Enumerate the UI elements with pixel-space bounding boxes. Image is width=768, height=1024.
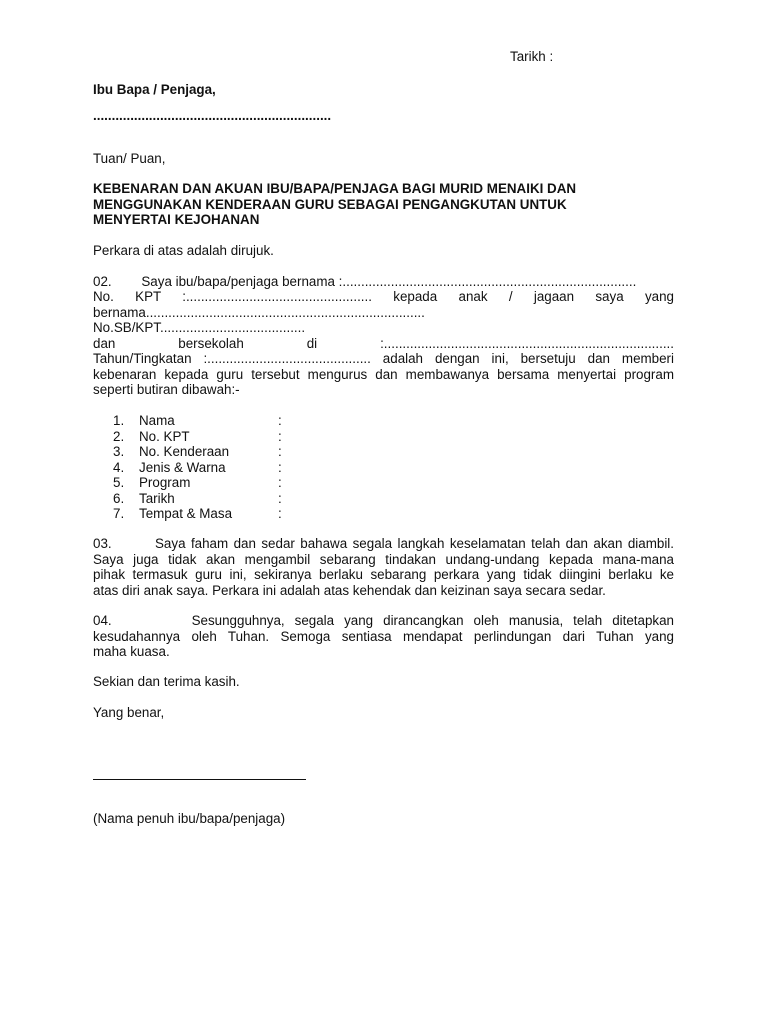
signature-caption: (Nama penuh ibu/bapa/penjaga): [93, 811, 286, 826]
list-item-colon: :: [278, 475, 282, 490]
list-item-number: 6.: [113, 490, 125, 506]
subject-line-2: MENGGUNAKAN KENDERAAN GURU SEBAGAI PENGANGKUTAN UNTUK: [93, 197, 567, 212]
para02-line-2: No. KPT :.................................................. kepada anak / jagaan saya yang: [93, 289, 674, 304]
list-item: [113, 506, 282, 522]
list-item-number: 7.: [113, 506, 125, 521]
para02-line-5: dan bersekolah di :..............................................................................: [93, 336, 674, 351]
list-item-number: 4.: [113, 459, 125, 475]
list-item-label: Tempat & Masa: [139, 506, 233, 521]
subject-line-3: MENYERTAI KEJOHANAN: [93, 212, 260, 227]
list-item-colon: :: [278, 459, 282, 475]
date-label: Tarikh :: [510, 49, 554, 64]
list-item-number: 3.: [113, 444, 125, 459]
list-item-colon: :: [278, 490, 282, 506]
reference-line: Perkara di atas adalah dirujuk.: [93, 243, 274, 258]
list-item-label: Program: [139, 475, 191, 490]
list-item-label: No. Kenderaan: [139, 444, 230, 459]
subject-line-1: KEBENARAN DAN AKUAN IBU/BAPA/PENJAGA BAGI MURID MENAIKI DAN: [93, 181, 577, 196]
details-list: [113, 413, 282, 522]
para02-line-7: kebenaran kepada guru tersebut mengurus dan membawanya bersama menyertai program: [93, 367, 674, 382]
list-item-colon: :: [278, 506, 282, 521]
list-item-label: No. KPT: [139, 428, 190, 444]
signature-line: [93, 779, 306, 780]
list-item: [113, 429, 282, 445]
para03-line-4: atas diri anak saya. Perkara ini adalah atas kehendak dan keizinan saya secara sedar.: [93, 582, 606, 598]
list-item: [113, 460, 282, 476]
list-item-label: Nama: [139, 413, 175, 428]
list-item: [113, 491, 282, 507]
closing-line: Sekian dan terima kasih.: [93, 674, 240, 689]
para03-line-1: 03. Saya faham dan sedar bahawa segala langkah keselamatan telah dan akan diambil.: [93, 536, 674, 551]
para04: [93, 613, 674, 660]
para04-line-1: 04. Sesungguhnya, segala yang dirancangkan oleh manusia, telah ditetapkan: [93, 613, 674, 628]
list-item: [113, 444, 282, 460]
para03-line-3: pihak termasuk guru ini, sekiranya berlaku sebarang perkara yang tidak diingini berlaku ke: [93, 567, 674, 582]
list-item-number: 1.: [113, 413, 125, 428]
list-item-number: 5.: [113, 475, 125, 490]
para04-line-2: kesudahannya oleh Tuhan. Semoga sentiasa mendapat perlindungan dari Tuhan yang: [93, 628, 674, 644]
recipient-dots: ................................................................: [93, 108, 332, 123]
list-item-colon: :: [278, 444, 282, 459]
para03-line-2: Saya juga tidak akan mengambil sebarang tindakan undang-undang kepada mana-mana: [93, 551, 674, 567]
para02-line-4: No.SB/KPT.......................................: [93, 320, 306, 335]
list-item-number: 2.: [113, 428, 125, 444]
list-item-label: Jenis & Warna: [139, 459, 226, 475]
signoff-line: Yang benar,: [93, 705, 165, 720]
list-item-label: Tarikh: [139, 490, 175, 506]
list-item: [113, 475, 282, 491]
para02-line-1: 02. Saya ibu/bapa/penjaga bernama :...............................................................................: [93, 274, 637, 289]
para02-line-8: seperti butiran dibawah:-: [93, 382, 240, 397]
para02-line-6: Tahun/Tingkatan :............................................ adalah dengan ini, bersetuju dan memberi: [93, 351, 674, 366]
recipient-title: Ibu Bapa / Penjaga,: [93, 82, 216, 97]
para04-line-3: maha kuasa.: [93, 644, 170, 659]
salutation: Tuan/ Puan,: [93, 151, 166, 166]
list-item-colon: :: [278, 428, 282, 444]
para02-line-3: bernama...........................................................................: [93, 305, 425, 320]
para03: [93, 536, 674, 598]
list-item-colon: :: [278, 413, 282, 428]
list-item: [113, 413, 282, 429]
